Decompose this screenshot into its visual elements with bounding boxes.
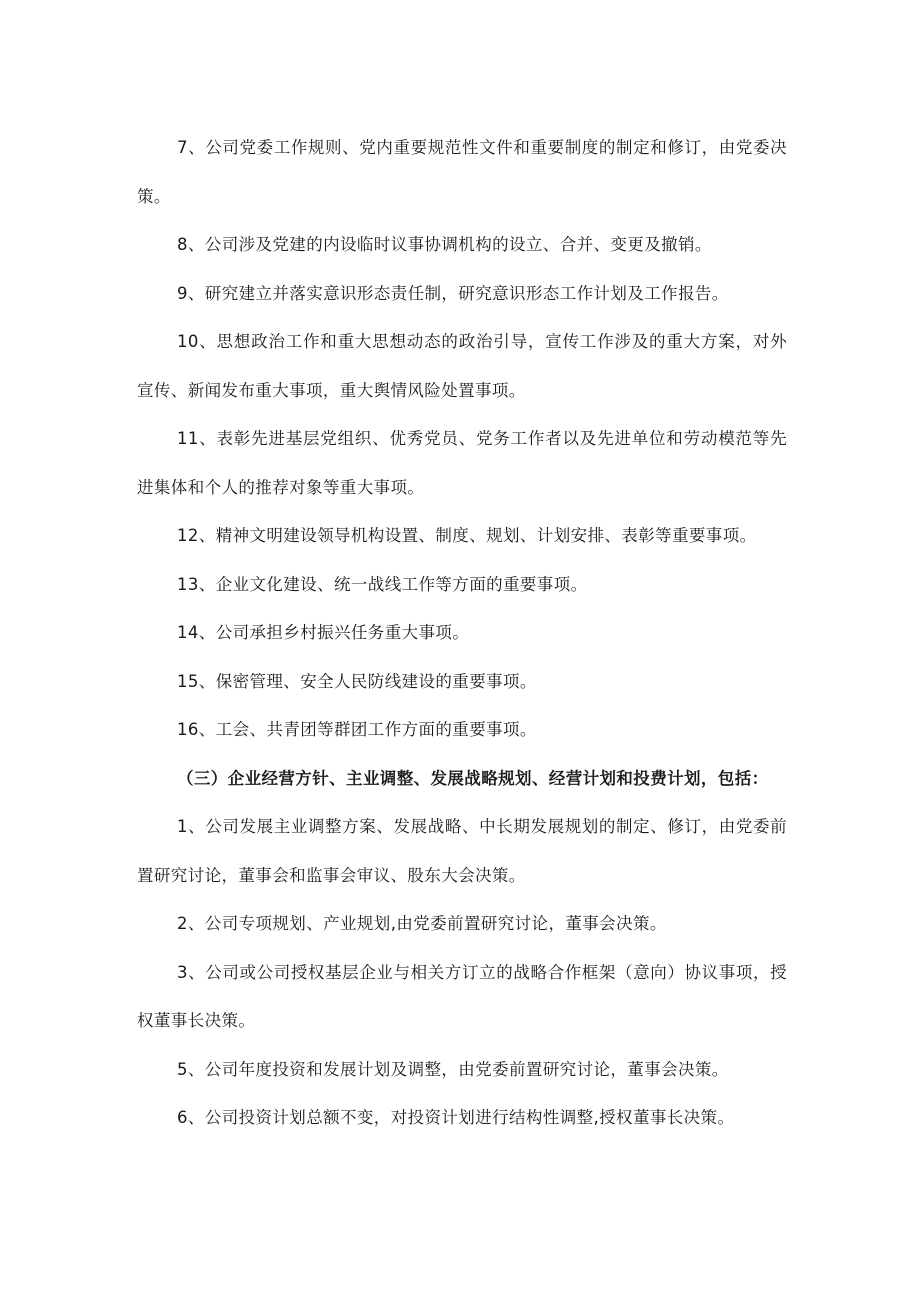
paragraph-item-16: 16、工会、共青团等群团工作方面的重要事项。 [177,720,537,739]
paragraph-item-11: 11、表彰先进基层党组织、优秀党员、党务工作者以及先进单位和劳动模范等先进集体和个人的推荐对象等重大事项。 [137,429,787,497]
paragraph-item-3: 3、公司或公司授权基层企业与相关方订立的战略合作框架（意向）协议事项，授权董事长决策。 [137,962,787,1030]
paragraph-item-5: 5、公司年度投资和发展计划及调整，由党委前置研究讨论，董事会决策。 [177,1059,729,1079]
paragraph-item-6: 6、公司投资计划总额不变，对投资计划进行结构性调整,授权董事长决策。 [177,1108,735,1127]
paragraph-item-8: 8、公司涉及党建的内设临时议事协调机构的设立、合并、变更及撤销。 [177,235,712,254]
paragraph-item-7: 7、公司党委工作规则、党内重要规范性文件和重要制度的制定和修订，由党委决策。 [137,138,787,206]
paragraph-item-12: 12、精神文明建设领导机构设置、制度、规划、计划安排、表彰等重要事项。 [177,526,757,545]
paragraph-item-2: 2、公司专项规划、产业规划,由党委前置研究讨论，董事会决策。 [177,914,667,933]
paragraph-item-9: 9、研究建立并落实意识形态责任制，研究意识形态工作计划及工作报告。 [177,283,729,303]
paragraph-item-13: 13、企业文化建设、统一战线工作等方面的重要事项。 [177,574,588,594]
paragraph-item-10: 10、思想政治工作和重大思想动态的政治引导，宣传工作涉及的重大方案，对外宣传、新闻发布重大事项，重大舆情风险处置事项。 [137,332,787,400]
paragraph-item-15: 15、保密管理、安全人民防线建设的重要事项。 [177,671,537,691]
paragraph-item-14: 14、公司承担乡村振兴任务重大事项。 [177,623,470,642]
paragraph-item-1: 1、公司发展主业调整方案、发展战略、中长期发展规划的制定、修订，由党委前置研究讨论，董事会和监事会审议、股东大会决策。 [137,817,787,885]
document-body [137,124,787,1143]
section-heading-3: （三）企业经营方针、主业调整、发展战略规划、经营计划和投费计划，包括： [177,768,769,788]
